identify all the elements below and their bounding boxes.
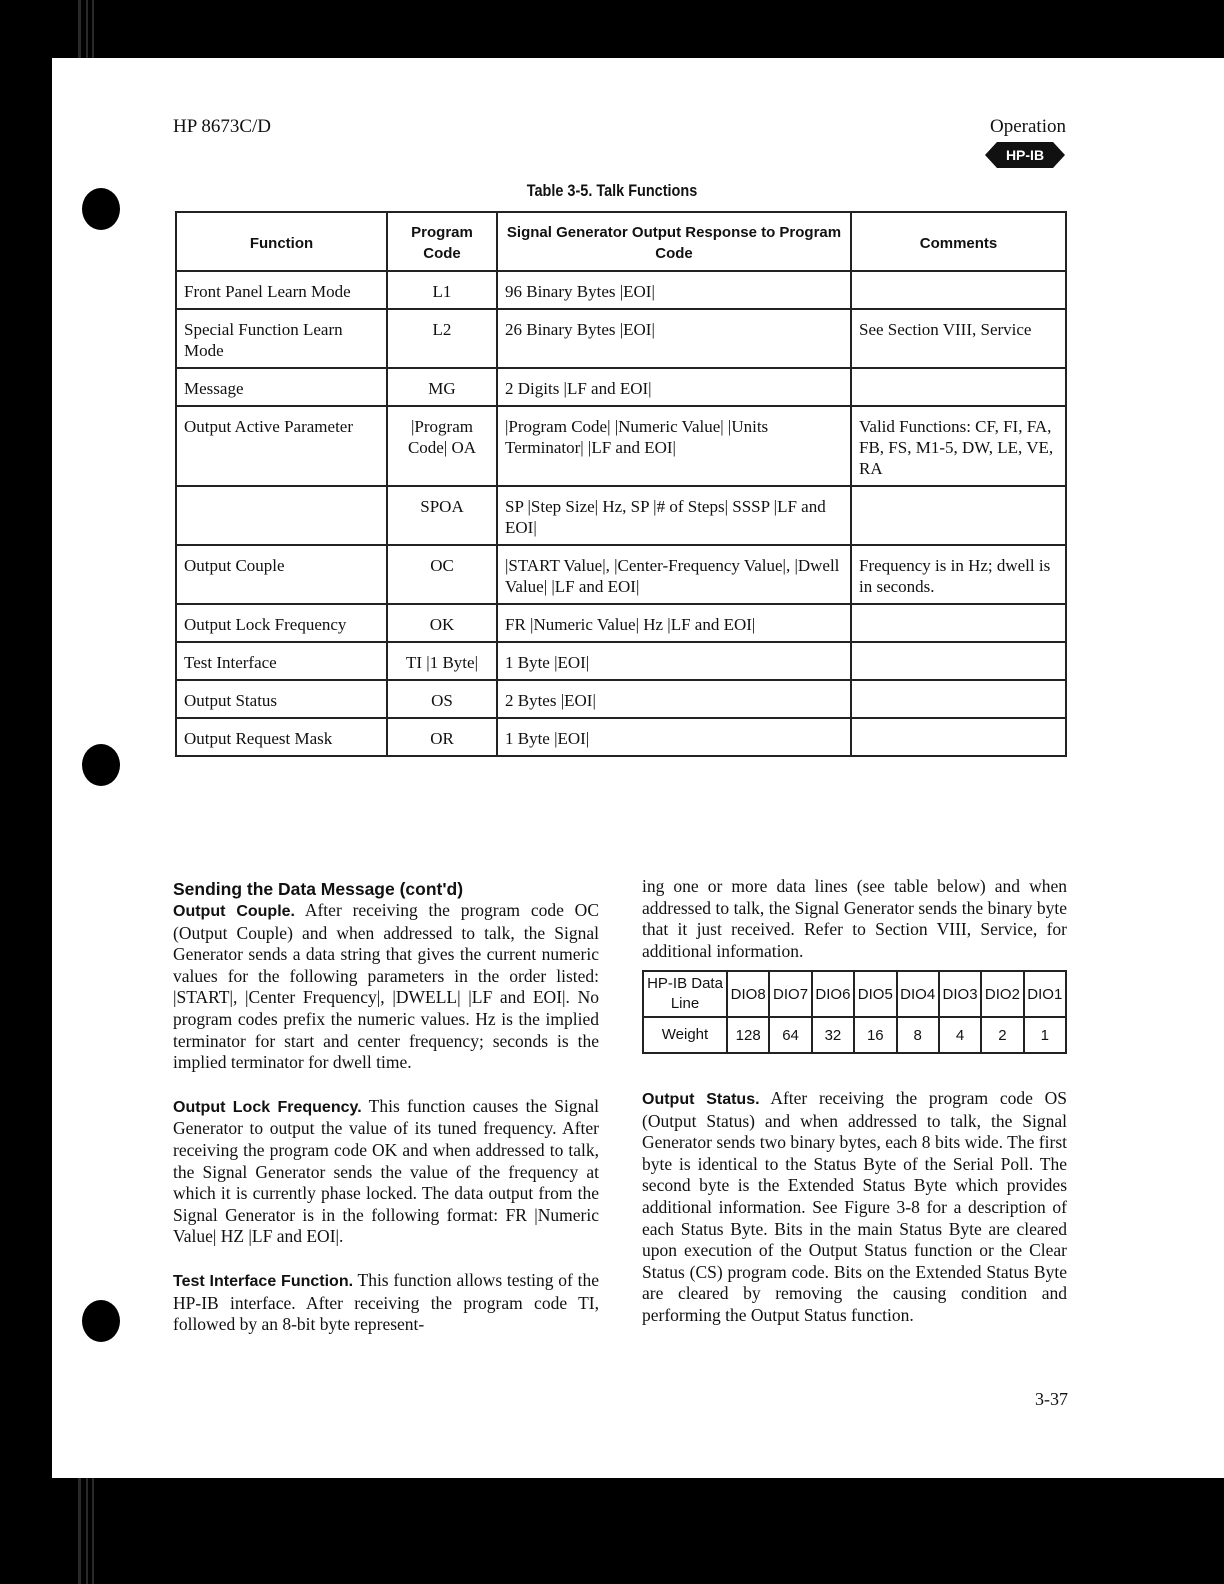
table-cell: OS [387, 680, 497, 718]
paragraph-output-couple [173, 900, 599, 1074]
punch-hole [82, 744, 120, 786]
table-cell: Valid Functions: CF, FI, FA, FB, FS, M1-5, DW, LE, VE, RA [851, 406, 1066, 486]
table-cell: 8 [897, 1017, 939, 1053]
table-cell: DIO1 [1024, 971, 1066, 1017]
column-header: Program Code [387, 212, 497, 271]
table-cell: DIO3 [939, 971, 981, 1017]
table-cell [851, 680, 1066, 718]
table-row [643, 971, 1066, 1017]
table-cell: See Section VIII, Service [851, 309, 1066, 368]
table-cell: |Program Code| |Numeric Value| |Units Terminator| |LF and EOI| [497, 406, 851, 486]
table-cell: Output Couple [176, 545, 387, 604]
paragraph-lead: Output Status. [642, 1091, 760, 1108]
paragraph-lead: Output Couple. [173, 903, 295, 920]
paragraph-output-lock-frequency [173, 1096, 599, 1248]
punch-hole [82, 1300, 120, 1342]
table-header-row [176, 212, 1066, 271]
left-text-column [173, 878, 599, 1336]
table-cell: Frequency is in Hz; dwell is in seconds. [851, 545, 1066, 604]
table-cell: Output Status [176, 680, 387, 718]
table-cell [851, 368, 1066, 406]
hpib-badge-label: HP-IB [1005, 147, 1045, 163]
table-cell [176, 486, 387, 545]
table-cell: |START Value|, |Center-Frequency Value|, |Dwell Value| |LF and EOI| [497, 545, 851, 604]
right-text-continuation [642, 876, 1067, 962]
page-number: 3-37 [1035, 1389, 1068, 1409]
table-row [176, 271, 1066, 309]
table-row [176, 680, 1066, 718]
hpib-badge [985, 142, 1065, 168]
table-cell: SP |Step Size| Hz, SP |# of Steps| SSSP |LF and EOI| [497, 486, 851, 545]
table-cell: 4 [939, 1017, 981, 1053]
table-cell: 96 Binary Bytes |EOI| [497, 271, 851, 309]
paragraph-lead: Output Lock Frequency. [173, 1098, 362, 1116]
table-cell: DIO7 [769, 971, 811, 1017]
table-cell: L1 [387, 271, 497, 309]
table-cell: Front Panel Learn Mode [176, 271, 387, 309]
table-cell: DIO8 [727, 971, 769, 1017]
table-cell [851, 642, 1066, 680]
table-cell: DIO4 [897, 971, 939, 1017]
table-row [176, 718, 1066, 756]
table-cell: 32 [812, 1017, 854, 1053]
paragraph-body: After receiving the program code OS (Output Status) and when addressed to talk, the Signal Generator sends two binary bytes, each 8 bits wide. The first byte is identical to the Status Byte of the Serial Poll. The second byte is the Extended Status Byte which provides additional information. See Figure 3-8 for a description of each Status Byte. Bits in the main Status Byte are cleared upon execution of the Output Status function or the Clear Status (CS) program code. Bits on the Extended Status Byte are cleared by removing the causing condition and performing the Output Status function. [642, 1088, 1067, 1325]
table-cell: Test Interface [176, 642, 387, 680]
talk-functions-table [175, 211, 1067, 757]
section-title: Operation [990, 116, 1066, 137]
table-cell: 1 Byte |EOI| [497, 718, 851, 756]
table-cell [851, 718, 1066, 756]
table-row [176, 604, 1066, 642]
table-cell: OK [387, 604, 497, 642]
paragraph-body: This function allows testing of the HP-IB interface. After receiving the program code TI, followed by an 8-bit byte represent- [173, 1269, 600, 1335]
table-cell [851, 604, 1066, 642]
table-cell: DIO5 [854, 971, 896, 1017]
right-text-output-status [642, 1088, 1067, 1327]
paragraph-body: This function causes the Signal Generator to output the value of its tuned frequency. After receiving the program code OK and when addressed to talk, the Signal Generator sends the value of the frequency at which it is currently phase locked. The data output from the Signal Generator is in the following format: FR |Numeric Value| HZ |LF and EOI|. [173, 1095, 599, 1247]
paragraph-lead: Test Interface Function. [173, 1272, 354, 1290]
table-cell: Special Function Learn Mode [176, 309, 387, 368]
table-cell: Output Active Parameter [176, 406, 387, 486]
table-row [176, 406, 1066, 486]
table-row [176, 309, 1066, 368]
table-row [176, 642, 1066, 680]
table-row [176, 545, 1066, 604]
table-cell: OR [387, 718, 497, 756]
paragraph-test-interface [173, 1270, 599, 1336]
table-cell: DIO6 [812, 971, 854, 1017]
table-cell: 1 [1024, 1017, 1066, 1053]
table-cell: DIO2 [981, 971, 1023, 1017]
table-cell: 1 Byte |EOI| [497, 642, 851, 680]
table-cell: 26 Binary Bytes |EOI| [497, 309, 851, 368]
table-cell: Output Request Mask [176, 718, 387, 756]
table-cell: OC [387, 545, 497, 604]
table-row [176, 368, 1066, 406]
table-row [643, 1017, 1066, 1053]
table-cell: Output Lock Frequency [176, 604, 387, 642]
table-cell: 2 [981, 1017, 1023, 1053]
table-cell: 128 [727, 1017, 769, 1053]
table-cell: 2 Digits |LF and EOI| [497, 368, 851, 406]
data-line-weights-table [642, 970, 1067, 1054]
table-cell: MG [387, 368, 497, 406]
section-heading: Sending the Data Message (cont'd) [173, 879, 464, 899]
table-cell: Message [176, 368, 387, 406]
table-cell: SPOA [387, 486, 497, 545]
table-cell [851, 271, 1066, 309]
paragraph-output-status [642, 1088, 1067, 1327]
paragraph-body: After receiving the program code OC (Output Couple) and when addressed to talk, the Signal Generator sends a data string that gives the current numeric values for the following parameters in the order listed: |START|, |Center Frequency|, |DWELL| |LF and EOI|. No program codes prefix the numeric values. Hz is the implied terminator for start and center frequency; seconds is the implied terminator for dwell time. [173, 900, 599, 1073]
table-cell: 64 [769, 1017, 811, 1053]
document-model: HP 8673C/D [173, 116, 272, 137]
table-cell: FR |Numeric Value| Hz |LF and EOI| [497, 604, 851, 642]
table-cell: 2 Bytes |EOI| [497, 680, 851, 718]
paragraph-continuation: ing one or more data lines (see table below) and when addressed to talk, the Signal Generator sends the binary byte that it just received. Refer to Section VIII, Service, for additional information. [642, 876, 1067, 961]
table-cell: L2 [387, 309, 497, 368]
row-label: HP-IB Data Line [643, 971, 727, 1017]
column-header: Signal Generator Output Response to Program Code [497, 212, 851, 271]
table-row [176, 486, 1066, 545]
table-cell: TI |1 Byte| [387, 642, 497, 680]
table-cell [851, 486, 1066, 545]
table-caption: Table 3-5. Talk Functions [526, 181, 698, 200]
column-header: Function [176, 212, 387, 271]
table-cell: 16 [854, 1017, 896, 1053]
row-label: Weight [643, 1017, 727, 1053]
column-header: Comments [851, 212, 1066, 271]
table-cell: |Program Code| OA [387, 406, 497, 486]
